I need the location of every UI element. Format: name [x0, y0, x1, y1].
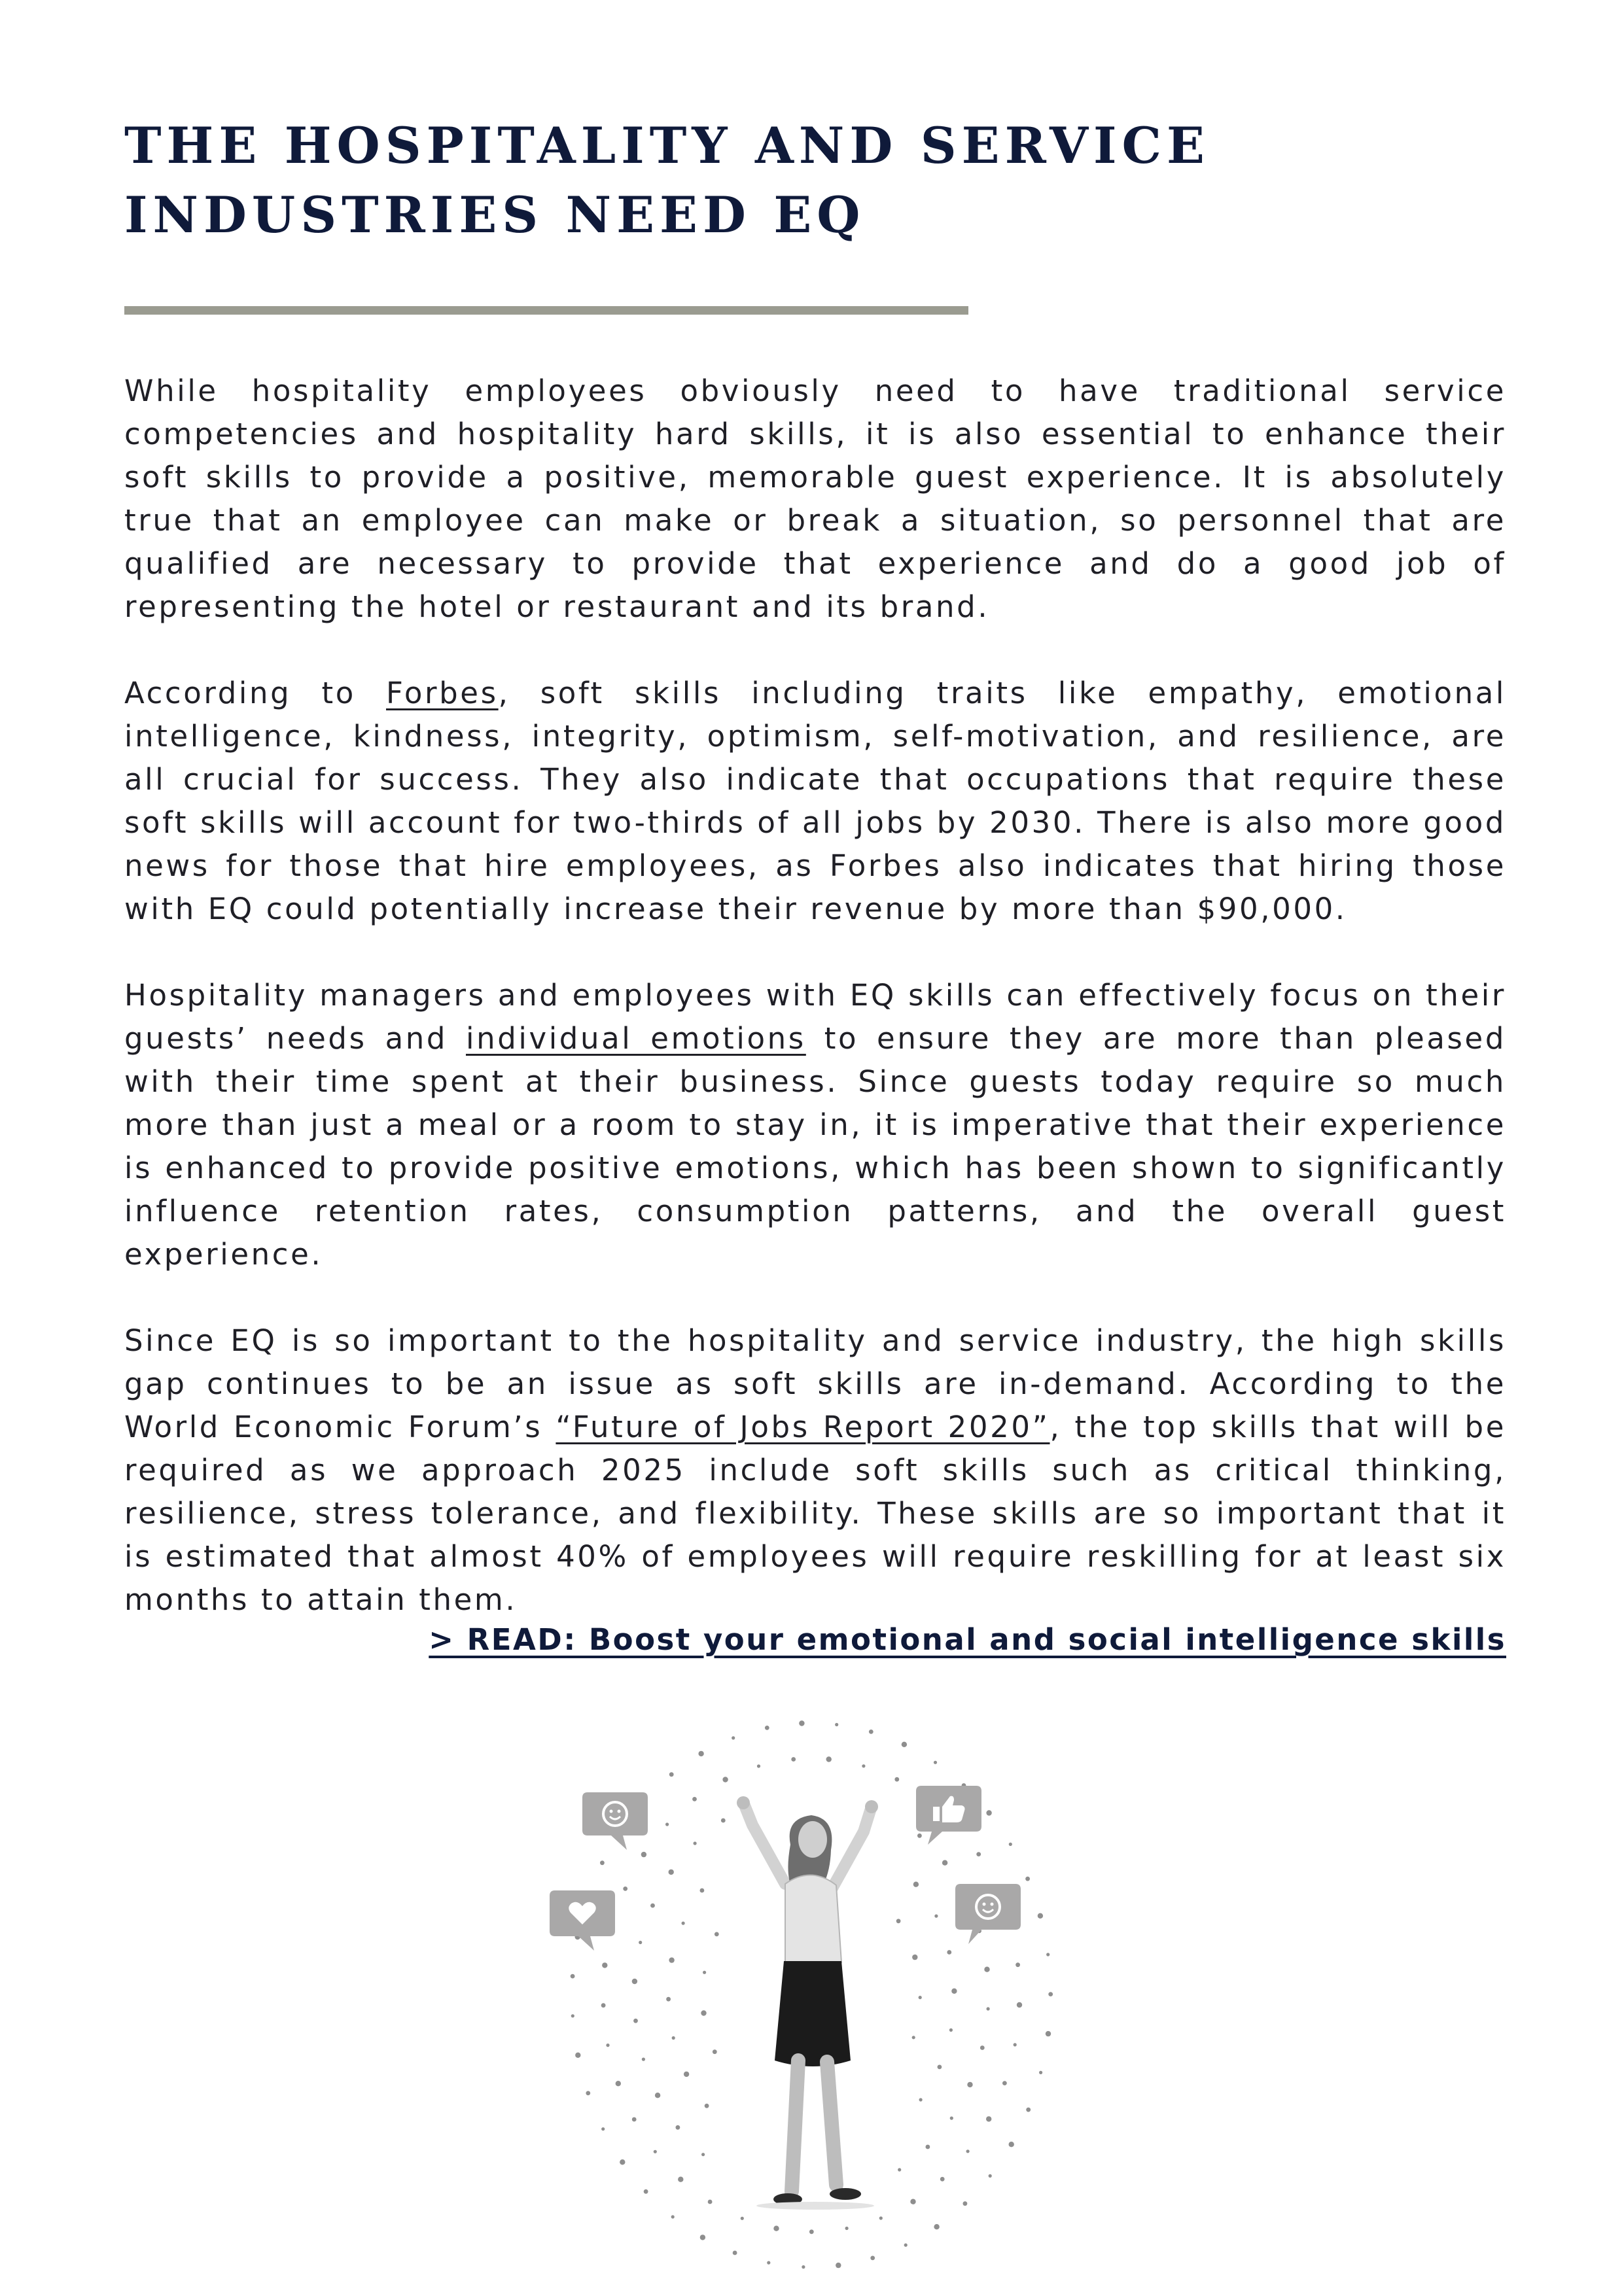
- confetti-dot: [700, 2235, 705, 2240]
- confetti-dot: [938, 2065, 942, 2070]
- confetti-dot: [698, 1751, 703, 1756]
- confetti-dot: [919, 2098, 923, 2101]
- paragraph-guest-emotions: [124, 974, 1506, 1276]
- confetti-dot: [678, 2177, 683, 2182]
- confetti-dot: [692, 1797, 697, 1801]
- confetti-dot: [601, 2003, 606, 2008]
- confetti-dot: [870, 2256, 875, 2261]
- confetti-dot: [733, 2251, 737, 2255]
- confetti-dot: [765, 1726, 769, 1730]
- confetti-dot: [654, 2150, 657, 2153]
- confetti-dot: [1017, 2002, 1022, 2008]
- confetti-dot: [671, 2215, 675, 2218]
- confetti-dot: [575, 2053, 580, 2058]
- confetti-dot: [703, 1971, 706, 1974]
- confetti-dot: [633, 2019, 638, 2023]
- confetti-dot: [722, 1777, 728, 1782]
- confetti-dot: [757, 1764, 760, 1767]
- confetti-dot: [869, 1730, 874, 1734]
- confetti-dot: [666, 1997, 671, 2002]
- confetti-dot: [1046, 2031, 1051, 2036]
- confetti-dot: [879, 2216, 883, 2219]
- confetti-dot: [940, 2177, 945, 2182]
- confetti-dot: [708, 2200, 713, 2204]
- smiley-bubble-icon: [582, 1792, 648, 1850]
- page-title-line-2: INDUSTRIES NEED EQ: [124, 186, 866, 244]
- confetti-dot: [773, 2226, 779, 2231]
- confetti-dot: [976, 1852, 981, 1856]
- individual-emotions-link[interactable]: individual emotions: [465, 1021, 806, 1056]
- confetti-dot: [713, 2049, 717, 2054]
- confetti-dot: [987, 2007, 990, 2010]
- confetti-dot: [896, 1919, 901, 1923]
- future-of-jobs-report-link[interactable]: “Future of Jobs Report 2020”: [556, 1410, 1050, 1444]
- confetti-dot: [642, 2058, 645, 2061]
- confetti-dot: [902, 1742, 907, 1747]
- confetti-dot: [1046, 1953, 1050, 1956]
- confetti-dot: [1026, 2108, 1031, 2112]
- confetti-dot: [963, 2201, 968, 2206]
- confetti-dot: [672, 2036, 675, 2040]
- confetti-dot: [1025, 1877, 1030, 1881]
- confetti-dot: [701, 2010, 706, 2015]
- confetti-dot: [966, 2149, 970, 2153]
- paragraph-text: Since EQ is so important to the hospitality and service industry, the high skills gap continues to be an issue as soft skills are in-demand. According to the World Economic Forum’s: [124, 1323, 1506, 1444]
- confetti-dot: [676, 2125, 680, 2130]
- confetti-dot: [650, 1904, 655, 1908]
- confetti-dot: [715, 1932, 719, 1937]
- paragraph-text: Hospitality managers and employees with EQ skills can effectively focus on their guests’ needs and: [124, 978, 1506, 1056]
- confetti-dot: [721, 1818, 726, 1823]
- paragraph-text: , soft skills including traits like empathy, emotional intelligence, kindness, integrity, optimism, self-motivation, and resilience, are all crucial for success. They also indicate that occupations that require these soft skills will account for two-thirds of all jobs by 2030. There is also more good news for those that hire employees, as Forbes also indicates that hiring those with EQ could potentially increase their revenue by more than $90,000.: [124, 676, 1507, 926]
- smiley-bubble-icon: [955, 1884, 1021, 1944]
- confetti-dot: [586, 2091, 590, 2096]
- paragraph-forbes: [124, 672, 1506, 931]
- confetti-dot: [809, 2229, 814, 2234]
- confetti-dot: [620, 2159, 625, 2165]
- confetti-dot: [912, 1955, 917, 1960]
- confetti-dot: [571, 1974, 575, 1979]
- paragraph-intro: While hospitality employees obviously need to have traditional service competencies and hospitality hard skills, it is also essential to enhance their soft skills to provide a positive, memorable guest experience. It is absolutely true that an employee can make or break a situation, so personnel that are qualified are necessary to provide that experience and do a good job of representing the hotel or restaurant and its brand.: [124, 374, 1506, 624]
- confetti-dot: [980, 2045, 985, 2050]
- confetti-dot: [641, 1852, 646, 1857]
- confetti-dot: [1009, 1843, 1012, 1846]
- confetti-dot: [701, 2153, 705, 2156]
- confetti-dot: [639, 1941, 642, 1944]
- confetti-dot: [616, 2081, 621, 2086]
- confetti-dot: [655, 2093, 660, 2098]
- confetti-dot: [989, 2174, 992, 2178]
- confetti-dot: [669, 1772, 674, 1777]
- confetti-dot: [942, 1860, 947, 1866]
- confetti-dot: [910, 2199, 915, 2204]
- confetti-dot: [600, 1860, 605, 1865]
- confetti-dot: [632, 1979, 637, 1984]
- confetti-dot: [669, 1957, 674, 1962]
- page-title-line-1: THE HOSPITALITY AND SERVICE: [124, 116, 1210, 175]
- title-divider: [124, 306, 968, 315]
- confetti-dot: [767, 2261, 770, 2265]
- confetti-dot: [571, 2014, 574, 2017]
- confetti-dot: [919, 1996, 922, 1999]
- paragraph-text: According to: [124, 676, 387, 710]
- confetti-dot: [947, 1950, 951, 1955]
- confetti-dot: [1038, 1913, 1043, 1919]
- confetti-dot: [934, 2224, 939, 2229]
- confetti-dot: [732, 1736, 735, 1739]
- confetti-dot: [836, 2263, 841, 2268]
- confetti-dot: [602, 1962, 607, 1968]
- thumbs-up-bubble-icon: [916, 1786, 981, 1845]
- confetti-dot: [904, 2244, 908, 2247]
- confetti-dot: [826, 1756, 832, 1762]
- article-body: [124, 370, 1506, 1665]
- paragraph-skills-gap: [124, 1319, 1506, 1622]
- confetti-dot: [799, 1720, 804, 1726]
- confetti-dot: [894, 1777, 899, 1782]
- confetti-dot: [791, 1757, 796, 1762]
- confetti-dot: [644, 2189, 648, 2194]
- confetti-dot: [986, 2116, 991, 2121]
- confetti-dot: [934, 1761, 937, 1764]
- confetti-dot: [741, 2217, 744, 2220]
- paragraph-text: to ensure they are more than pleased with their time spent at their business. Since guests today require so much more than just a meal or a room to stay in, it is imperative that their experience is enhanced to provide positive emotions, which has been shown to significantly influence retention rates, consumption patterns, and the overall guest experience.: [124, 1021, 1506, 1272]
- celebrating-woman-illustration: [523, 1694, 1099, 2270]
- confetti-dot: [694, 1841, 697, 1845]
- confetti-dot: [845, 2227, 849, 2230]
- confetti-dot: [934, 1915, 938, 1918]
- confetti-dot: [1014, 2043, 1017, 2046]
- confetti-dot: [669, 1870, 674, 1875]
- forbes-link[interactable]: Forbes: [386, 676, 499, 710]
- read-more-link[interactable]: > READ: Boost your emotional and social intelligence skills: [429, 1622, 1506, 1657]
- confetti-dot: [1048, 1992, 1053, 1996]
- confetti-dot: [835, 1723, 838, 1726]
- paragraph-text: , the top skills that will be required as we approach 2025 include soft skills such as critical thinking, resilience, stress tolerance, and flexibility. These skills are so important that it is estimated that almost 40% of employees will require reskilling for at least six months to attain them.: [124, 1410, 1506, 1617]
- confetti-dot: [949, 2028, 953, 2032]
- confetti-dot: [950, 2117, 953, 2120]
- confetti-dot: [913, 1882, 919, 1887]
- confetti-dot: [1039, 2071, 1042, 2074]
- woman-figure: [737, 1796, 878, 2210]
- confetti-dot: [984, 1967, 989, 1972]
- page-title: [124, 111, 1237, 250]
- confetti-dot: [912, 2036, 915, 2039]
- confetti-dot: [623, 1887, 627, 1891]
- confetti-dot: [951, 1989, 957, 1994]
- confetti-dot: [1009, 2142, 1014, 2147]
- confetti-dot: [632, 2117, 637, 2122]
- confetti-dot: [705, 2104, 709, 2108]
- confetti-dot: [684, 2072, 689, 2077]
- confetti-dot: [682, 1922, 685, 1925]
- confetti-dot: [898, 2168, 901, 2171]
- confetti-dot: [802, 2265, 805, 2269]
- confetti-dot: [601, 2127, 605, 2131]
- confetti-dot: [986, 1810, 991, 1815]
- confetti-dot: [700, 1888, 705, 1893]
- confetti-dot: [917, 1834, 922, 1838]
- confetti-dot: [926, 2145, 930, 2149]
- confetti-dot: [862, 1764, 865, 1767]
- confetti-dot: [967, 2082, 972, 2087]
- heart-bubble-icon: [550, 1890, 615, 1951]
- confetti-dot: [606, 2044, 609, 2047]
- confetti-dot: [1002, 2081, 1007, 2085]
- confetti-dot: [1015, 1962, 1020, 1967]
- confetti-dot: [665, 1822, 669, 1826]
